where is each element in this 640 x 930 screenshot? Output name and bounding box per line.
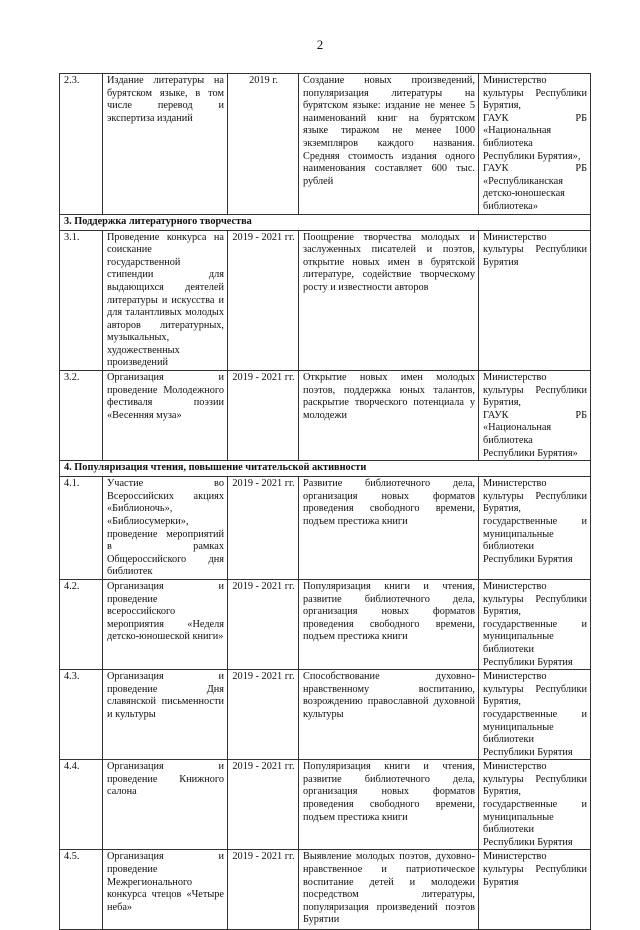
row-number: 3.2. (60, 371, 103, 461)
event-dates: 2019 - 2021 гг. (228, 760, 299, 850)
event-title: Организация и проведение Дня славянской письменности и культуры (103, 670, 228, 760)
responsible-parties: Министерство культуры Республики Бурятия, государственные и муниципальные библиотеки Республики Бурятия (479, 477, 591, 580)
table-row (60, 74, 591, 215)
responsible-parties: Министерство культуры Республики Бурятия, государственные и муниципальные библиотеки Республики Бурятия (479, 579, 591, 669)
responsible-parties: Министерство культуры Республики Бурятия, ГАУК РБ «Национальная библиотека Республики Бурятия», ГАУК РБ «Республиканская детско-юношеская библиотека» (479, 74, 591, 215)
responsible-parties: Министерство культуры Республики Бурятия, государственные и муниципальные библиотеки Республики Бурятия (479, 670, 591, 760)
event-dates: 2019 - 2021 гг. (228, 850, 299, 930)
table-row (60, 477, 591, 580)
table-row (60, 230, 591, 371)
responsible-parties: Министерство культуры Республики Бурятия, государственные и муниципальные библиотеки Республики Бурятия (479, 760, 591, 850)
event-dates: 2019 - 2021 гг. (228, 579, 299, 669)
section-header-row (60, 461, 591, 477)
expected-result: Открытие новых имен молодых поэтов, поддержка юных талантов, раскрытие творческого потенциала у молодежи (299, 371, 479, 461)
table-row (60, 670, 591, 760)
program-table-body (60, 74, 591, 930)
table-row (60, 850, 591, 930)
event-title: Организация и проведение Межрегионального конкурса чтецов «Четыре неба» (103, 850, 228, 930)
expected-result: Выявление молодых поэтов, духовно-нравственное и патриотическое воспитание детей и молодежи посредством литературы, популяризация произведений поэтов Бурятии (299, 850, 479, 930)
event-dates: 2019 - 2021 гг. (228, 670, 299, 760)
table-row (60, 371, 591, 461)
expected-result: Развитие библиотечного дела, организация новых форматов проведения свободного времени, подъем престижа книги (299, 477, 479, 580)
section-title: 4. Популяризация чтения, повышение читательской активности (60, 461, 591, 477)
expected-result: Популяризация книги и чтения, развитие библиотечного дела, организация новых форматов проведения свободного времени, подъем престижа книги (299, 760, 479, 850)
table-row (60, 579, 591, 669)
expected-result: Поощрение творчества молодых и заслуженных писателей и поэтов, открытие новых имен в бурятской литературе, содействие творческому росту и известности авторов (299, 230, 479, 371)
expected-result: Способствование духовно-нравственному воспитанию, возрождению православной духовной культуры (299, 670, 479, 760)
table-row (60, 760, 591, 850)
row-number: 4.3. (60, 670, 103, 760)
event-title: Участие во Всероссийских акциях «Библионочь», «Библиосумерки», проведение мероприятий в рамках Общероссийского дня библиотек (103, 477, 228, 580)
row-number: 4.5. (60, 850, 103, 930)
row-number: 4.2. (60, 579, 103, 669)
program-table (59, 73, 591, 930)
event-title: Организация и проведение всероссийского мероприятия «Неделя детско-юношеской книги» (103, 579, 228, 669)
row-number: 2.3. (60, 74, 103, 215)
event-title: Издание литературы на бурятском языке, в том числе перевод и экспертиза изданий (103, 74, 228, 215)
expected-result: Создание новых произведений, популяризация литературы на бурятском языке: издание не менее 5 наименований книг на бурятском языке тиражом не менее 1000 экземпляров каждого названия. Средняя стоимость издания одного наименования составляет 600 тыс. рублей (299, 74, 479, 215)
responsible-parties: Министерство культуры Республики Бурятия, ГАУК РБ «Национальная библиотека Республики Бурятия» (479, 371, 591, 461)
section-title: 3. Поддержка литературного творчества (60, 214, 591, 230)
page-number: 2 (316, 37, 324, 52)
responsible-parties: Министерство культуры Республики Бурятия (479, 230, 591, 371)
event-title: Организация и проведение Молодежного фестиваля поэзии «Весенняя муза» (103, 371, 228, 461)
row-number: 4.4. (60, 760, 103, 850)
expected-result: Популяризация книги и чтения, развитие библиотечного дела, организация новых форматов проведения свободного времени, подъем престижа книги (299, 579, 479, 669)
row-number: 3.1. (60, 230, 103, 371)
event-dates: 2019 - 2021 гг. (228, 230, 299, 371)
responsible-parties: Министерство культуры Республики Бурятия (479, 850, 591, 930)
event-dates: 2019 г. (228, 74, 299, 215)
row-number: 4.1. (60, 477, 103, 580)
section-header-row (60, 214, 591, 230)
event-title: Проведение конкурса на соискание государственной стипендии для выдающихся деятелей литературы и искусства и для талантливых молодых авторов литературных, музыкальных, художественных произведений (103, 230, 228, 371)
event-dates: 2019 - 2021 гг. (228, 477, 299, 580)
event-dates: 2019 - 2021 гг. (228, 371, 299, 461)
event-title: Организация и проведение Книжного салона (103, 760, 228, 850)
